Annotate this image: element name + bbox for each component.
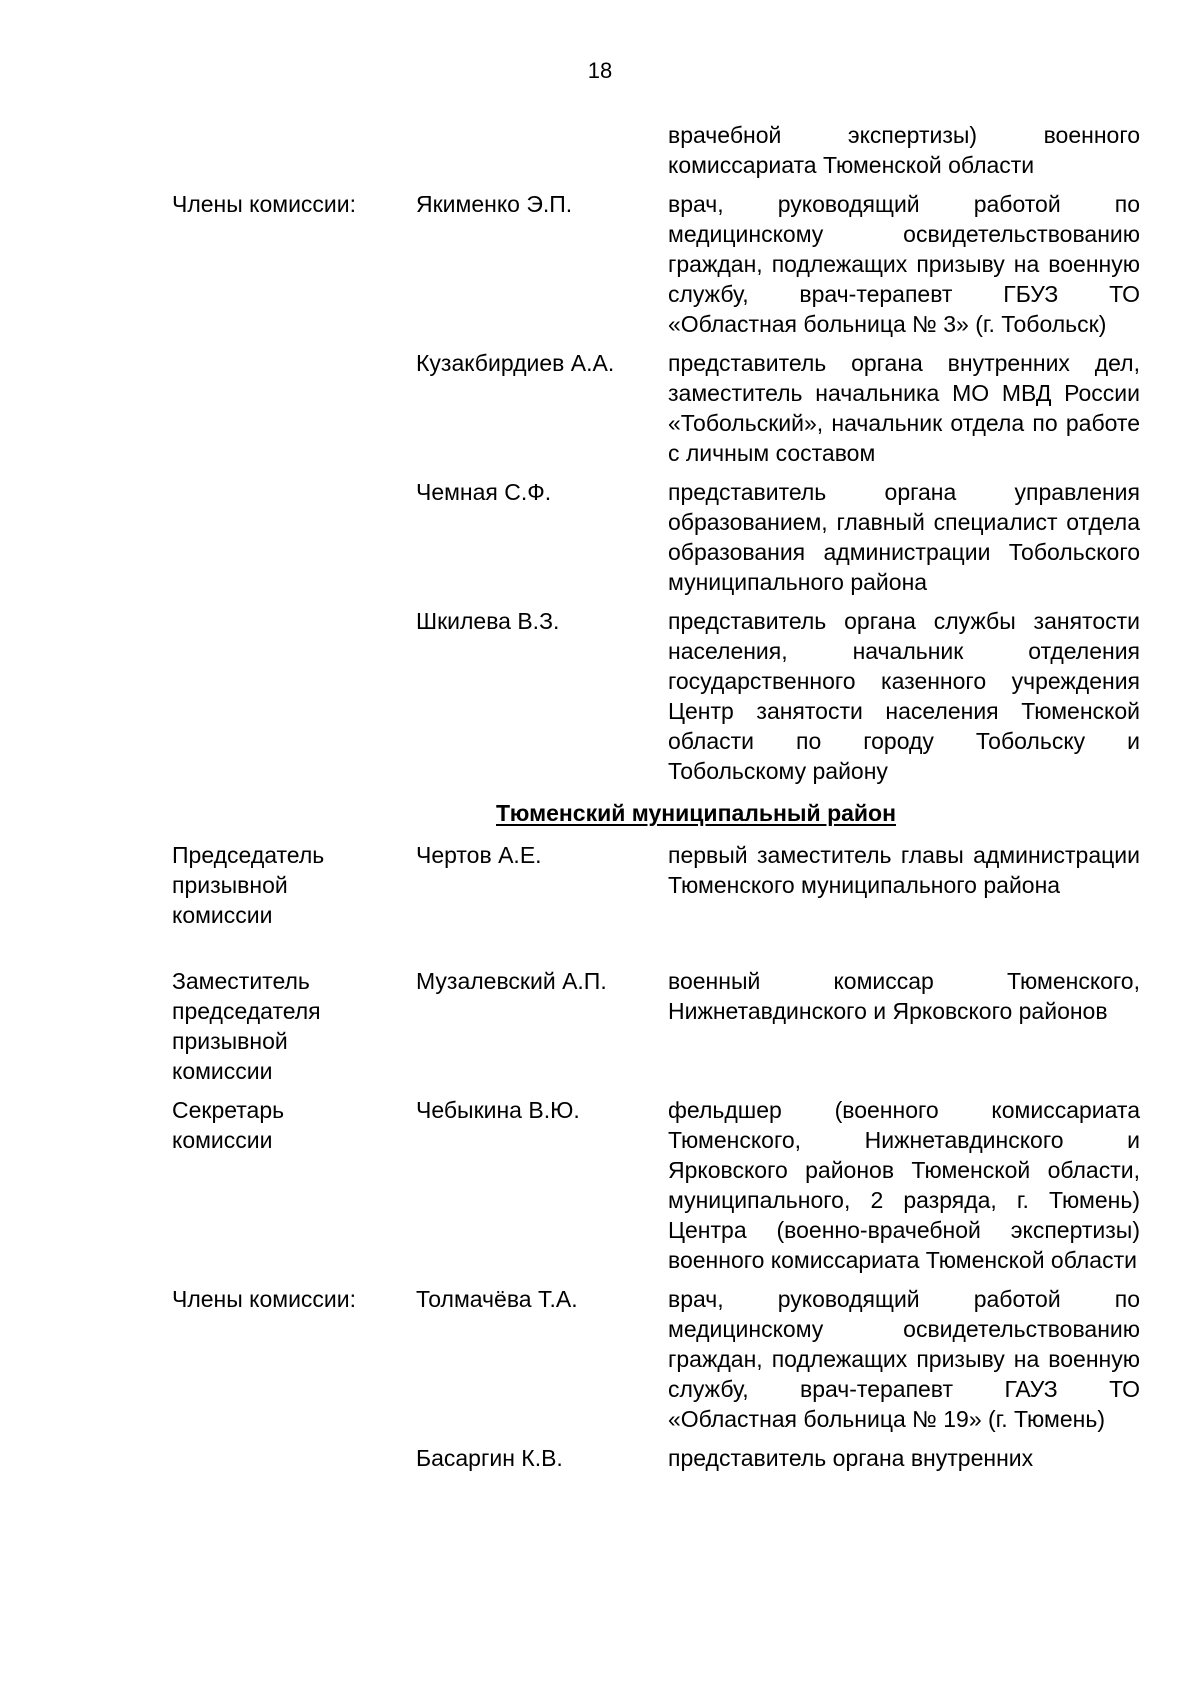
- member-name: Чемная С.Ф.: [416, 479, 552, 505]
- table-row: [172, 1443, 1140, 1473]
- role-label: Заместитель председателя призывной комиссии: [172, 968, 321, 1084]
- document-body: [172, 120, 1140, 1473]
- role-label: Председатель призывной комиссии: [172, 842, 325, 928]
- member-description: военный комиссар Тюменского, Нижнетавдинского и Ярковского районов: [668, 968, 1140, 1024]
- member-name: Чебыкина В.Ю.: [416, 1097, 580, 1123]
- table-row: [172, 189, 1140, 339]
- table-row: [172, 120, 1140, 180]
- table-row: [172, 1284, 1140, 1434]
- member-description: первый заместитель главы администрации Тюменского муниципального района: [668, 842, 1140, 898]
- member-description: врач, руководящий работой по медицинскому освидетельствованию граждан, подлежащих призыву на военную службу, врач-терапевт ГБУЗ ТО «Областная больница № 3» (г. Тобольск): [668, 191, 1140, 337]
- table-row: [172, 840, 1140, 930]
- table-row: [172, 1095, 1140, 1275]
- role-label: Секретарь комиссии: [172, 1097, 285, 1153]
- table-row: [172, 606, 1140, 786]
- member-description: представитель органа управления образованием, главный специалист отдела образования администрации Тобольского муниципального района: [668, 479, 1140, 595]
- role-label: Члены комиссии:: [172, 191, 357, 217]
- table-row: [172, 348, 1140, 468]
- member-name: Чертов А.Е.: [416, 842, 542, 868]
- member-description: врач, руководящий работой по медицинскому освидетельствованию граждан, подлежащих призыву на военную службу, врач-терапевт ГАУЗ ТО «Областная больница № 19» (г. Тюмень): [668, 1286, 1140, 1432]
- table-row: [172, 477, 1140, 597]
- member-name: Шкилева В.З.: [416, 608, 560, 634]
- member-name: Якименко Э.П.: [416, 191, 573, 217]
- table-row: [172, 966, 1140, 1086]
- page-number: 18: [587, 58, 613, 83]
- role-label: Члены комиссии:: [172, 1286, 357, 1312]
- member-description: представитель органа внутренних: [668, 1445, 1034, 1471]
- section-title: Тюменский муниципальный район: [496, 800, 896, 826]
- member-description: фельдшер (военного комиссариата Тюменского, Нижнетавдинского и Ярковского районов Тюменской области, муниципального, 2 разряда, г. Тюмень) Центра (военно-врачебной экспертизы) военного комиссариата Тюменской области: [668, 1097, 1140, 1273]
- member-name: Толмачёва Т.А.: [416, 1286, 578, 1312]
- member-name: Музалевский А.П.: [416, 968, 607, 994]
- member-description: врачебной экспертизы) военного комиссариата Тюменской области: [668, 122, 1140, 178]
- member-name: Кузакбирдиев А.А.: [416, 350, 615, 376]
- member-description: представитель органа внутренних дел, заместитель начальника МО МВД России «Тобольский», начальник отдела по работе с личным составом: [668, 350, 1140, 466]
- member-name: Басаргин К.В.: [416, 1445, 563, 1471]
- member-description: представитель органа службы занятости населения, начальник отделения государственного казенного учреждения Центр занятости населения Тюменской области по городу Тобольску и Тобольскому району: [668, 608, 1140, 784]
